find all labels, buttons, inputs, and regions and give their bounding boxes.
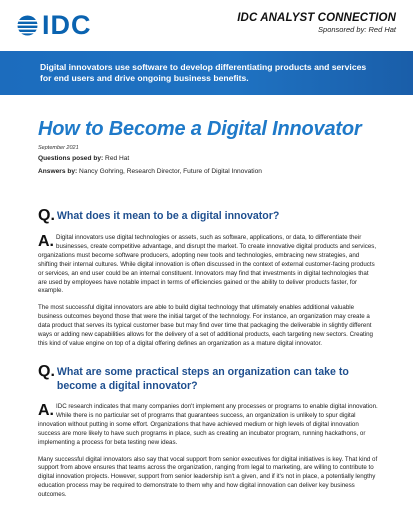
- posed-value: Red Hat: [103, 155, 130, 162]
- question-text: What does it mean to be a digital innovator?: [56, 210, 280, 222]
- logo-text: IDC: [42, 10, 92, 40]
- answer-paragraph: Many successful digital innovators also say that vocal support from senior executives for digital initiatives is key. That kind of support from above ensures that teams across the organization, ranging from legal to marketing, are willing to contribute to digital innovation projects. However, support from senior leadership isn't a given, and if it's not in place, a potentially lengthy education process may be required to demonstrate to them why and how digital innovation can deliver key business outcomes.: [38, 455, 378, 499]
- question-1: [38, 208, 279, 224]
- idc-globe-icon: [17, 15, 38, 36]
- answer-paragraph: IDC research indicates that many companies don't implement any processes or programs to enable digital innovation. While there is no particular set of programs that guarantees success, an organization is unlikely to spur digital innovation without putting in some effort. Organizations that have achieved medium or high levels of digital innovation success are more likely to have such programs in place, such as creating an incubator program, running hackathons, or implementing a process for beta testing new ideas.: [38, 403, 378, 446]
- question-marker: Q.: [38, 363, 55, 380]
- answers-by: [38, 168, 262, 175]
- answers-label: Answers by:: [38, 168, 78, 175]
- question-text: What are some practical steps an organization can take to become a digital innovator?: [56, 366, 349, 392]
- answers-value: Nancy Gohring, Research Director, Future of Digital Innovation: [77, 168, 262, 175]
- question-2: [38, 364, 388, 393]
- connection-title: IDC ANALYST CONNECTION: [237, 12, 396, 24]
- posed-label: Questions posed by:: [38, 155, 104, 162]
- page-title: How to Become a Digital Innovator: [38, 118, 362, 140]
- answer-paragraph: Digital innovators use digital technologies or assets, such as software, applications, or data, to differentiate their businesses, create competitive advantage, and disrupt the market. To create innovative digital products and services, organizations must become software producers, adopting new tools and technologies, embracing new strategies, and shifting their internal cultures. While digital innovation is often discussed in the context of external customer-facing products or services, an end user could be an internal constituent. Innovators may find that investments in digital technologies that are used by employees have notable impact in terms of efficiencies gained or the ability to deliver products faster, for example.: [38, 234, 377, 295]
- answer-marker: A.: [38, 233, 54, 250]
- questions-posed-by: [38, 155, 129, 162]
- answer-2: [38, 403, 378, 500]
- answer-1: [38, 234, 378, 349]
- analyst-connection-header: [237, 12, 396, 34]
- idc-logo: [17, 12, 92, 39]
- banner-text: Digital innovators use software to develop differentiating products and services for end users and drive ongoing business benefits.: [40, 62, 367, 83]
- question-marker: Q.: [38, 207, 55, 224]
- publication-date: September 2021: [38, 145, 79, 151]
- sponsored-by: Sponsored by: Red Hat: [318, 25, 396, 34]
- answer-paragraph: The most successful digital innovators are able to build digital technology that ultimately enables additional valuable business outcomes beyond those that were the initial target of the technology. For instance, an organization may create a data product that serves its typical customer base but may find over time that packaging the deliverable in slightly different ways or adding new capabilities allows for the delivery of a set of additional products, each targeting new sectors. Creating this kind of value engine on top of a digital offering defines an organization as a mature digital innovator.: [38, 304, 373, 347]
- summary-banner: [0, 51, 413, 95]
- answer-marker: A.: [38, 402, 54, 419]
